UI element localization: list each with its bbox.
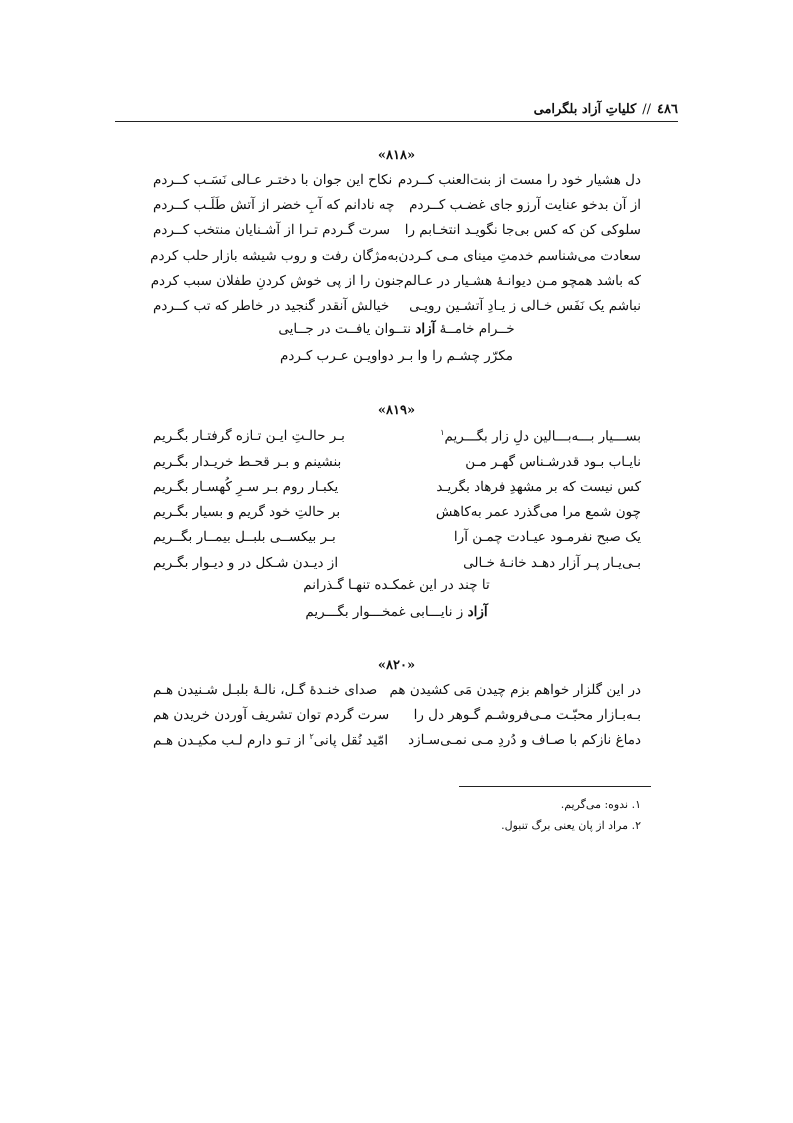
hemistich-right: سعادت می‌شناسم خدمتِ مینای مـی کـردن	[398, 248, 641, 264]
book-title: کلیاتِ آزاد بلگرامی	[533, 101, 637, 117]
poem-number: «۸۱۹»	[377, 403, 416, 418]
couplet	[150, 269, 641, 293]
footnote: ۱. ندوه: می‌گریم.	[560, 798, 641, 811]
hemistich-left: بـر حالـتِ ایـن تـازه گرفتـار بگـریم	[153, 428, 345, 444]
hemistich-left: از دیـدن شـکل در و دیـوار بگـریم	[153, 555, 339, 571]
closing-line	[0, 604, 793, 628]
footnote-marker: ۲	[309, 731, 314, 741]
closing-line	[0, 348, 793, 372]
closing-line	[0, 321, 793, 345]
header-separator: //	[642, 101, 652, 117]
hemistich-text: بســـیار بـــه‌بـــالین دلِ زار بگـــریم	[444, 428, 641, 445]
closing-text: خــرام خامــهٔ	[435, 321, 515, 337]
header-rule	[115, 121, 678, 122]
hemistich-left: خیالش آنقدر گنجید در خاطر که تب کــردم	[153, 298, 390, 314]
couplet	[153, 424, 641, 448]
closing-text: مکرّر چشـم را وا بـر دواویـن عـرب کـردم	[280, 348, 513, 364]
hemistich-right: نباشم یک نَفَس خـالی ز یـادِ آتشـین رویـی	[409, 298, 641, 314]
hemistich-right: که باشد همچو مـن دیوانـهٔ هشـیار در عـالم	[403, 273, 641, 289]
hemistich-right: بـی‌یـار پـر آزار دهـد خانـهٔ خـالی	[463, 555, 641, 571]
hemistich-left: نکاح این جوان با دختـر عـالی نَسَـب کــردم	[153, 172, 393, 188]
hemistich-right: در این گلزار خواهم بزم چیدن مَی کشیدن هم	[389, 682, 641, 698]
hemistich-left: بنشینم و بـر قحـط خریـدار بگـریم	[153, 454, 342, 470]
hemistich-left: سرت گردم توان تشریف آوردن خریدن هم	[153, 707, 390, 723]
hemistich-right: سلوکی کن که کس بی‌جا نگویـد انتخـابم را	[404, 222, 641, 238]
couplet	[153, 728, 641, 752]
footnote-marker: ۱	[440, 427, 445, 437]
hemistich-left: بـر بیکســی بلبــل بیمــار بگــریم	[153, 529, 336, 545]
poem-number: «۸۲۰»	[377, 658, 416, 673]
hemistich-text: از تـو دارم لـب مکیـدن هـم	[153, 732, 310, 749]
hemistich-right	[440, 428, 641, 445]
poet-name: آزاد	[467, 604, 488, 620]
couplet	[153, 168, 641, 192]
poet-name: آزاد	[415, 321, 436, 337]
couplet	[153, 450, 641, 474]
couplet	[153, 475, 641, 499]
hemistich-left: بر حالتِ خود گریم و بسیار بگـریم	[153, 504, 341, 520]
hemistich-left: جنون را از پی خوش کردنِ طفلان سبب کردم	[150, 273, 404, 289]
hemistich-left: صدای خنـدهٔ گـل، نالـهٔ بلبـل شـنیدن هـم	[153, 682, 378, 698]
hemistich-left: سرت گـردم تـرا از آشـنایان منتخب کــردم	[153, 222, 391, 238]
couplet	[153, 218, 641, 242]
hemistich-right: یک صبح نفرمـود عیـادت چمـن آرا	[453, 529, 641, 545]
hemistich-left: یکبـار روم بـر سـرِ کُهسـار بگـریم	[153, 479, 339, 495]
hemistich-text: امّید نُقل پانی	[313, 732, 389, 749]
hemistich-left: چه نادانم که آبِ خضر از آتش طَلَـب کــردم	[153, 197, 395, 213]
hemistich-right: دماغ نازکم با صـاف و دُردِ مـی نمـی‌سـازد	[408, 732, 641, 748]
closing-line	[0, 577, 793, 601]
couplet	[153, 294, 641, 318]
couplet	[153, 525, 641, 549]
couplet	[153, 500, 641, 524]
hemistich-right: از آن بدخو عنایت آرزو جای غضـب کــردم	[409, 197, 641, 213]
poem-number: «۸۱۸»	[377, 148, 416, 163]
page-number: ٤٨٦	[657, 101, 678, 117]
page-header	[115, 96, 678, 122]
footnote: ۲. مراد از پان یعنی برگ تنبول.	[501, 819, 641, 832]
couplet	[150, 244, 641, 268]
hemistich-right: نایـاب بـود قدرشـناس گهـر مـن	[465, 454, 641, 470]
closing-text: نتــوان یافــت در جــایی	[278, 321, 416, 337]
closing-text: ز نایـــابی غمخـــوار بگـــریم	[305, 604, 468, 620]
hemistich-left: به‌مژگان رفت و روب شیشه بازار حلب کردم	[150, 248, 399, 264]
hemistich-right: کس نیست که بر مشهدِ فرهاد بگریـد	[436, 479, 641, 495]
closing-text: تا چند در این غمکـده تنهـا گـذرانم	[303, 577, 490, 593]
hemistich-right: دل هشیار خود را مست از بنت‌العنب کــردم	[397, 172, 641, 188]
couplet	[153, 703, 641, 727]
couplet	[153, 678, 641, 702]
hemistich-left	[153, 732, 388, 749]
couplet	[153, 193, 641, 217]
hemistich-right: بـه‌بـازار محبّـت مـی‌فروشـم گـوهر دل را	[413, 707, 641, 723]
couplet	[153, 551, 641, 575]
hemistich-right: چون شمع مرا می‌گذرد عمر به‌کاهش	[435, 504, 641, 520]
footnote-rule	[459, 786, 651, 787]
